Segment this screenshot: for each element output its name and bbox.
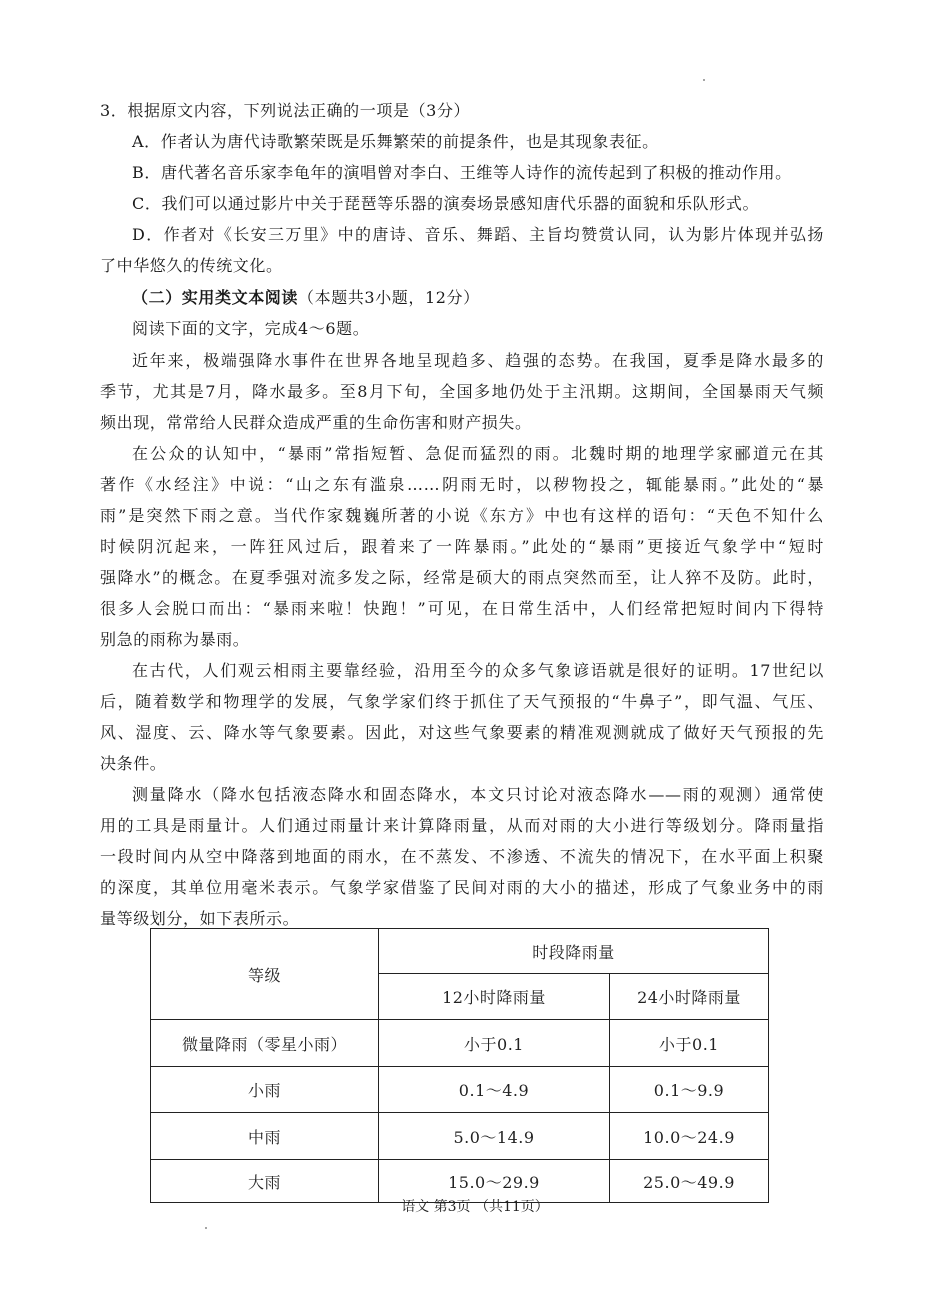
- table-row: [151, 1113, 769, 1160]
- grade-cell: 微量降雨（零星小雨）: [151, 1020, 379, 1067]
- scan-speck: [703, 79, 705, 81]
- grade-header: 等级: [151, 929, 379, 1020]
- paragraph-4-line: 量等级划分，如下表所示。: [100, 909, 300, 928]
- paragraph-2-line: 时候阴沉起来，一阵狂风过后，跟着来了一阵暴雨。”此处的“暴雨”更接近气象学中“短时: [100, 537, 824, 556]
- rainfall-24h-cell: 25.0～49.9: [610, 1160, 769, 1203]
- paragraph-4-line: 一段时间内从空中降落到地面的雨水，在不蒸发、不渗透、不流失的情况下，在水平面上积聚: [100, 847, 824, 866]
- rainfall-24h-cell: 0.1～9.9: [610, 1067, 769, 1113]
- paragraph-1-line: 季节，尤其是7月，降水最多。至8月下旬，全国多地仍处于主汛期。这期间，全国暴雨天气频: [100, 382, 824, 401]
- paragraph-3-line: 在古代，人们观云相雨主要靠经验，沿用至今的众多气象谚语就是很好的证明。17世纪以: [132, 661, 824, 680]
- paragraph-2-line: 别急的雨称为暴雨。: [100, 630, 250, 649]
- option-c: C．我们可以通过影片中关于琵琶等乐器的演奏场景感知唐代乐器的面貌和乐队形式。: [132, 194, 760, 213]
- option-b: B．唐代著名音乐家李龟年的演唱曾对李白、王维等人诗作的流传起到了积极的推动作用。: [132, 163, 792, 182]
- option-d-line-2: 了中华悠久的传统文化。: [100, 256, 283, 275]
- rainfall-12h-cell: 小于0.1: [379, 1020, 610, 1067]
- period-rainfall-header: 时段降雨量: [379, 929, 769, 974]
- paragraph-4-line: 的深度，其单位用毫米表示。气象学家借鉴了民间对雨的大小的描述，形成了气象业务中的雨: [100, 878, 824, 897]
- grade-cell: 小雨: [151, 1067, 379, 1113]
- paragraph-2-line: 在公众的认知中，“暴雨”常指短暂、急促而猛烈的雨。北魏时期的地理学家郦道元在其: [132, 444, 824, 463]
- rainfall-24h-header: 24小时降雨量: [610, 974, 769, 1020]
- rainfall-24h-cell: 10.0～24.9: [610, 1113, 769, 1160]
- paragraph-3-line: 后，随着数学和物理学的发展，气象学家们终于抓住了天气预报的“牛鼻子”，即气温、气压、: [100, 692, 824, 711]
- section-score-note: （本题共3小题，12分）: [298, 288, 480, 307]
- option-a: A．作者认为唐代诗歌繁荣既是乐舞繁荣的前提条件，也是其现象表征。: [132, 132, 659, 151]
- rainfall-12h-cell: 0.1～4.9: [379, 1067, 610, 1113]
- scan-speck: [205, 1227, 207, 1229]
- reading-instruction: 阅读下面的文字，完成4～6题。: [132, 319, 370, 338]
- grade-cell: 大雨: [151, 1160, 379, 1203]
- rainfall-12h-header: 12小时降雨量: [379, 974, 610, 1020]
- table-row: [151, 1067, 769, 1113]
- rainfall-24h-cell: 小于0.1: [610, 1020, 769, 1067]
- paragraph-1-line: 近年来，极端强降水事件在世界各地呈现趋多、趋强的态势。在我国，夏季是降水最多的: [132, 351, 824, 370]
- option-d-line-1: D．作者对《长安三万里》中的唐诗、音乐、舞蹈、主旨均赞赏认同，认为影片体现并弘扬: [132, 225, 824, 244]
- rainfall-grade-table: [150, 928, 769, 1203]
- section-heading: [132, 287, 480, 309]
- paragraph-2-line: 强降水”的概念。在夏季强对流多发之际，经常是硕大的雨点突然而至，让人猝不及防。此时，: [100, 568, 824, 587]
- section-title: （二）实用类文本阅读: [132, 288, 299, 307]
- rainfall-12h-cell: 15.0～29.9: [379, 1160, 610, 1203]
- paragraph-4-line: 测量降水（降水包括液态降水和固态降水，本文只讨论对液态降水——雨的观测）通常使: [132, 785, 824, 804]
- page-footer: 语文 第3页 （共11页）: [401, 1199, 549, 1215]
- paragraph-3-line: 风、湿度、云、降水等气象要素。因此，对这些气象要素的精准观测就成了做好天气预报的先: [100, 723, 824, 742]
- question-3-stem: 3．根据原文内容，下列说法正确的一项是（3分）: [100, 101, 471, 120]
- paragraph-4-line: 用的工具是雨量计。人们通过雨量计来计算降雨量，从而对雨的大小进行等级划分。降雨量指: [100, 816, 824, 835]
- paragraph-2-line: 著作《水经注》中说：“山之东有滥泉……阴雨无时，以秽物投之，辄能暴雨。”此处的“暴: [100, 475, 824, 494]
- paragraph-1-line: 频出现，常常给人民群众造成严重的生命伤害和财产损失。: [100, 413, 532, 432]
- paragraph-2-line: 很多人会脱口而出：“暴雨来啦！快跑！”可见，在日常生活中，人们经常把短时间内下得特: [100, 599, 824, 618]
- table-row: [151, 1020, 769, 1067]
- grade-cell: 中雨: [151, 1113, 379, 1160]
- paragraph-3-line: 决条件。: [100, 754, 167, 773]
- rainfall-12h-cell: 5.0～14.9: [379, 1113, 610, 1160]
- paragraph-2-line: 雨”是突然下雨之意。当代作家魏巍所著的小说《东方》中也有这样的语句：“天色不知什么: [100, 506, 824, 525]
